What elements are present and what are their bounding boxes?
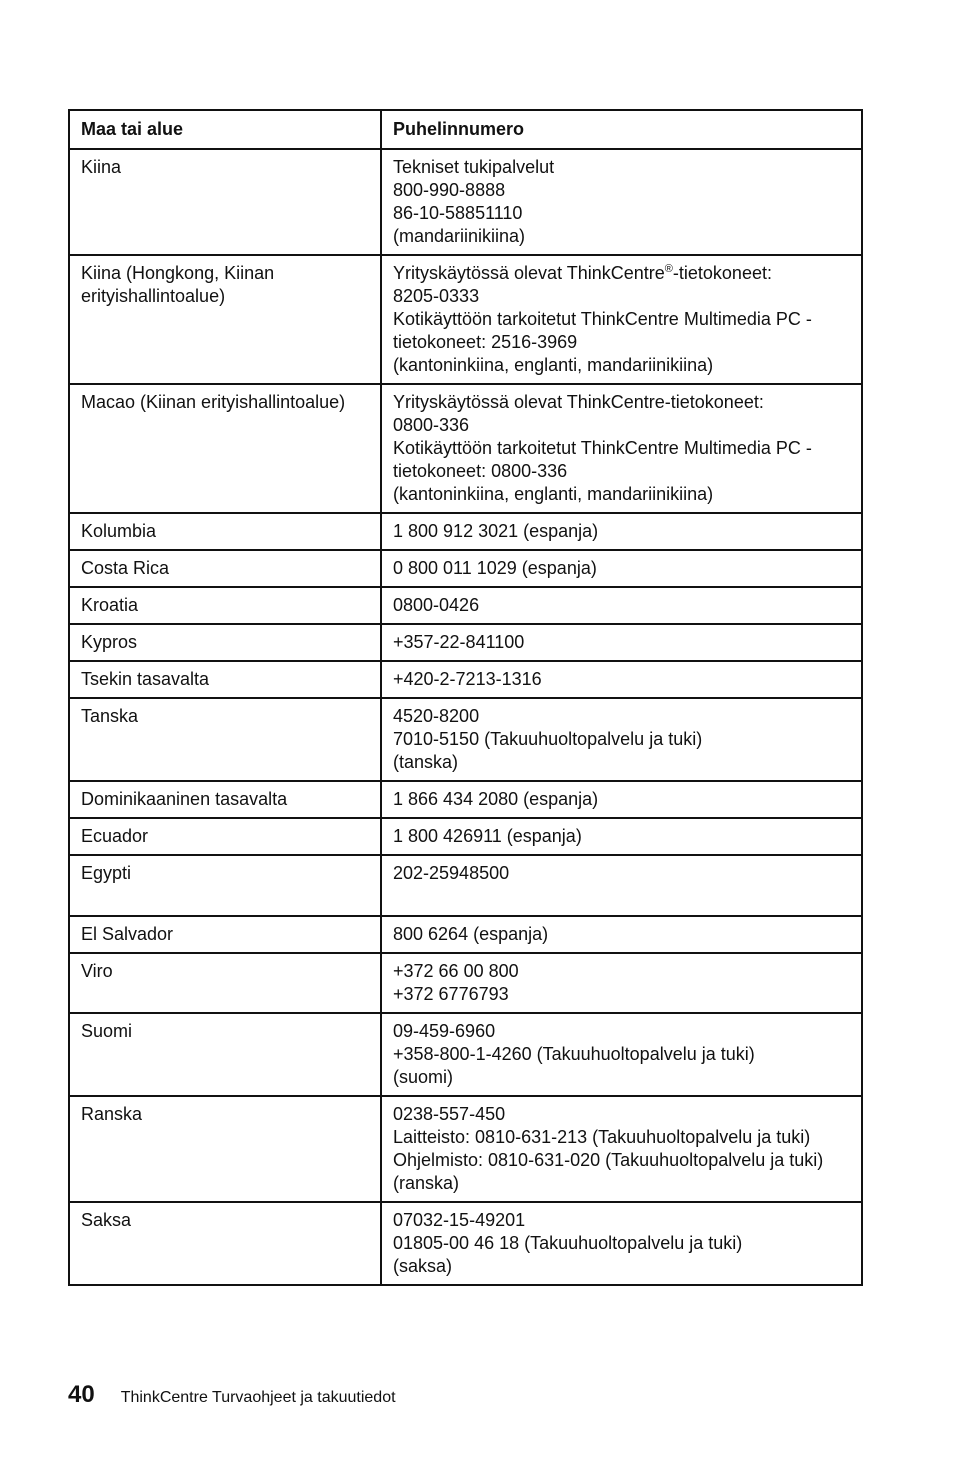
phone-line-text: -tietokoneet:	[672, 263, 772, 283]
phone-line: 01805-00 46 18 (Takuuhuoltopalvelu ja tuki)	[393, 1233, 743, 1253]
phone-line: Tekniset tukipalvelut	[393, 157, 555, 177]
country-cell: Suomi	[69, 1013, 381, 1096]
table-row	[69, 698, 862, 781]
phone-cell	[381, 1096, 862, 1202]
phone-line: +372 6776793	[393, 984, 509, 1004]
country-cell: Saksa	[69, 1202, 381, 1285]
phone-line: Kotikäyttöön tarkoitetut ThinkCentre Multimedia PC -tietokoneet: 0800-336	[393, 438, 812, 481]
table-row	[69, 384, 862, 513]
phone-cell	[381, 916, 862, 953]
country-cell: Kypros	[69, 624, 381, 661]
country-cell: Costa Rica	[69, 550, 381, 587]
phone-line: (kantoninkiina, englanti, mandariinikiina)	[393, 484, 714, 504]
country-cell: Egypti	[69, 855, 381, 916]
phone-line: +420-2-7213-1316	[393, 669, 542, 689]
table-row	[69, 916, 862, 953]
country-cell: Kroatia	[69, 587, 381, 624]
phone-line: 09-459-6960	[393, 1021, 496, 1041]
table-row	[69, 818, 862, 855]
phone-line: 1 800 912 3021 (espanja)	[393, 521, 599, 541]
country-cell: Macao (Kiinan erityishallintoalue)	[69, 384, 381, 513]
country-cell: Ecuador	[69, 818, 381, 855]
phone-line: +358-800-1-4260 (Takuuhuoltopalvelu ja tuki)	[393, 1044, 755, 1064]
phone-line: 7010-5150 (Takuuhuoltopalvelu ja tuki)	[393, 729, 703, 749]
phone-line: +357-22-841100	[393, 632, 525, 652]
phone-cell	[381, 855, 862, 916]
country-cell: Kiina	[69, 149, 381, 255]
phone-line-text: Yrityskäytössä olevat ThinkCentre	[393, 263, 665, 283]
phone-line: 0800-336	[393, 415, 470, 435]
phone-cell	[381, 1013, 862, 1096]
phone-line	[393, 262, 850, 285]
phone-line: (tanska)	[393, 752, 459, 772]
phone-line: +372 66 00 800	[393, 961, 519, 981]
phone-cell	[381, 698, 862, 781]
column-header-country: Maa tai alue	[69, 110, 381, 149]
table-row	[69, 587, 862, 624]
country-cell: Viro	[69, 953, 381, 1013]
phone-cell	[381, 953, 862, 1013]
table-row	[69, 550, 862, 587]
table-header-row	[69, 110, 862, 149]
phone-line: 800 6264 (espanja)	[393, 924, 549, 944]
phone-line: 800-990-8888	[393, 180, 506, 200]
country-cell: Ranska	[69, 1096, 381, 1202]
phone-cell	[381, 818, 862, 855]
phone-line: 07032-15-49201	[393, 1210, 526, 1230]
phone-cell	[381, 384, 862, 513]
table-row	[69, 1202, 862, 1285]
document-title: ThinkCentre Turvaohjeet ja takuutiedot	[120, 1389, 396, 1406]
phone-line: 0238-557-450	[393, 1104, 506, 1124]
phone-line: (saksa)	[393, 1256, 453, 1276]
phone-line: 1 800 426911 (espanja)	[393, 826, 582, 846]
table-row	[69, 781, 862, 818]
phone-cell	[381, 781, 862, 818]
phone-cell	[381, 1202, 862, 1285]
table-row	[69, 1096, 862, 1202]
phone-cell	[381, 624, 862, 661]
phone-line: 4520-8200	[393, 706, 480, 726]
phone-line: Ohjelmisto: 0810-631-020 (Takuuhuoltopalvelu ja tuki)	[393, 1150, 824, 1170]
country-cell: Kiina (Hongkong, Kiinan erityishallintoalue)	[69, 255, 381, 384]
phone-line: 0 800 011 1029 (espanja)	[393, 558, 597, 578]
table-row	[69, 855, 862, 916]
phone-cell	[381, 149, 862, 255]
phone-cell	[381, 550, 862, 587]
phone-line: 8205-0333	[393, 286, 480, 306]
country-cell: Dominikaaninen tasavalta	[69, 781, 381, 818]
table-row	[69, 149, 862, 255]
phone-line: (kantoninkiina, englanti, mandariinikiina)	[393, 355, 714, 375]
country-cell: Tanska	[69, 698, 381, 781]
country-cell: Tsekin tasavalta	[69, 661, 381, 698]
phone-line: Kotikäyttöön tarkoitetut ThinkCentre Multimedia PC -tietokoneet: 2516-3969	[393, 309, 812, 352]
page-number: 40	[68, 1381, 95, 1408]
phone-line: Yrityskäytössä olevat ThinkCentre-tietokoneet:	[393, 392, 764, 412]
phone-cell	[381, 513, 862, 550]
table-row	[69, 255, 862, 384]
table-row	[69, 513, 862, 550]
contact-phone-table	[68, 109, 863, 1286]
phone-line: (ranska)	[393, 1173, 460, 1193]
table-row	[69, 661, 862, 698]
table-row	[69, 953, 862, 1013]
phone-line: 202-25948500	[393, 863, 510, 883]
table-row	[69, 1013, 862, 1096]
phone-line: (mandariinikiina)	[393, 226, 526, 246]
phone-line: 0800-0426	[393, 595, 480, 615]
page-footer	[68, 1381, 396, 1409]
phone-cell	[381, 255, 862, 384]
phone-cell	[381, 661, 862, 698]
country-cell: El Salvador	[69, 916, 381, 953]
phone-line: 86-10-58851110	[393, 203, 523, 223]
country-cell: Kolumbia	[69, 513, 381, 550]
phone-cell	[381, 587, 862, 624]
phone-line: (suomi)	[393, 1067, 454, 1087]
phone-line: Laitteisto: 0810-631-213 (Takuuhuoltopalvelu ja tuki)	[393, 1127, 811, 1147]
phone-line: 1 866 434 2080 (espanja)	[393, 789, 599, 809]
column-header-phone: Puhelinnumero	[381, 110, 862, 149]
registered-mark: ®	[664, 263, 673, 275]
table-row	[69, 624, 862, 661]
